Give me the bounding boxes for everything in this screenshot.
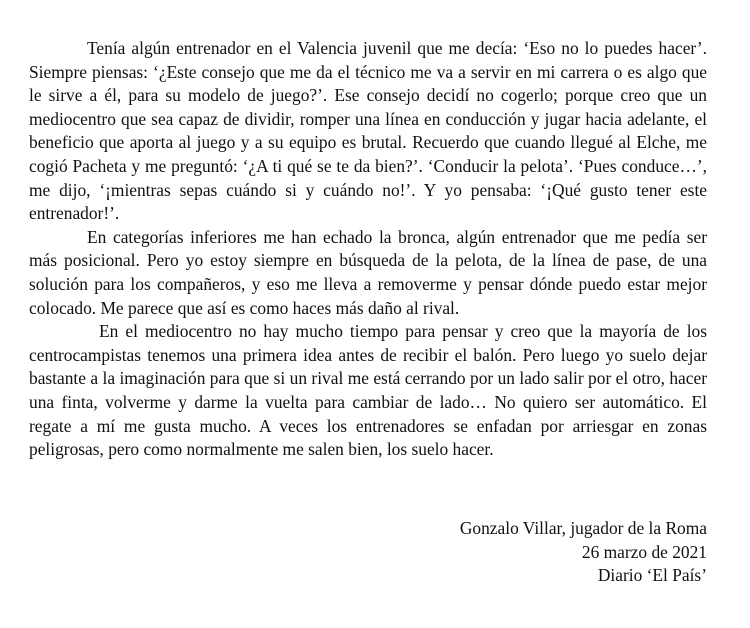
signature-source: Diario ‘El País’ [597, 565, 707, 586]
signature-date: 26 marzo de 2021 [581, 541, 707, 562]
signature-author: Gonzalo Villar, jugador de la Roma [459, 518, 707, 538]
paragraph-1: Tenía algún entrenador en el Valencia juvenil que me decía: ‘Eso no lo puedes hacer’. Siempre piensas: ‘¿Este consejo que me da el técnico me va a servir en mi carrera o es algo que le sirve a él, para su modelo de juego?’. Ese consejo decidí no cogerlo; porque creo que un mediocentro que sea capaz de dividir, romper una línea en conducción y jugar hacia adelante, el beneficio que aporta al juego y a su equipo es brutal. Recuerdo que cuando llegué al Elche, me cogió Pacheta y me preguntó: ‘¿A ti qué se te da bien?’. ‘Conducir la pelota’. ‘Pues conduce…’, me dijo, ‘¡mientras sepas cuándo si y cuándo no!’. Y yo pensaba: ‘¡Qué gusto tener este entrenador!’. [29, 38, 707, 224]
paragraph-3: En el mediocentro no hay mucho tiempo para pensar y creo que la mayoría de los centrocampistas tenemos una primera idea antes de recibir el balón. Pero luego yo suelo dejar bastante a la imaginación para que si un rival me está cerrando por un lado salir por el otro, hacer una finta, volverme y darme la vuelta para cambiar de lado… No quiero ser automático. El regate a mí me gusta mucho. A veces los entrenadores se enfadan por arriesgar en zonas peligrosas, pero como normalmente me salen bien, los suelo hacer. [29, 321, 707, 460]
signature-block [460, 517, 707, 588]
paragraph-2: En categorías inferiores me han echado la bronca, algún entrenador que me pedía ser más posicional. Pero yo estoy siempre en búsqueda de la pelota, de la línea de pase, de una solución para los compañeros, y eso me lleva a removerme y pensar dónde puedo estar mejor colocado. Me parece que así es como haces más daño al rival. [29, 226, 707, 318]
article-body [29, 37, 707, 462]
